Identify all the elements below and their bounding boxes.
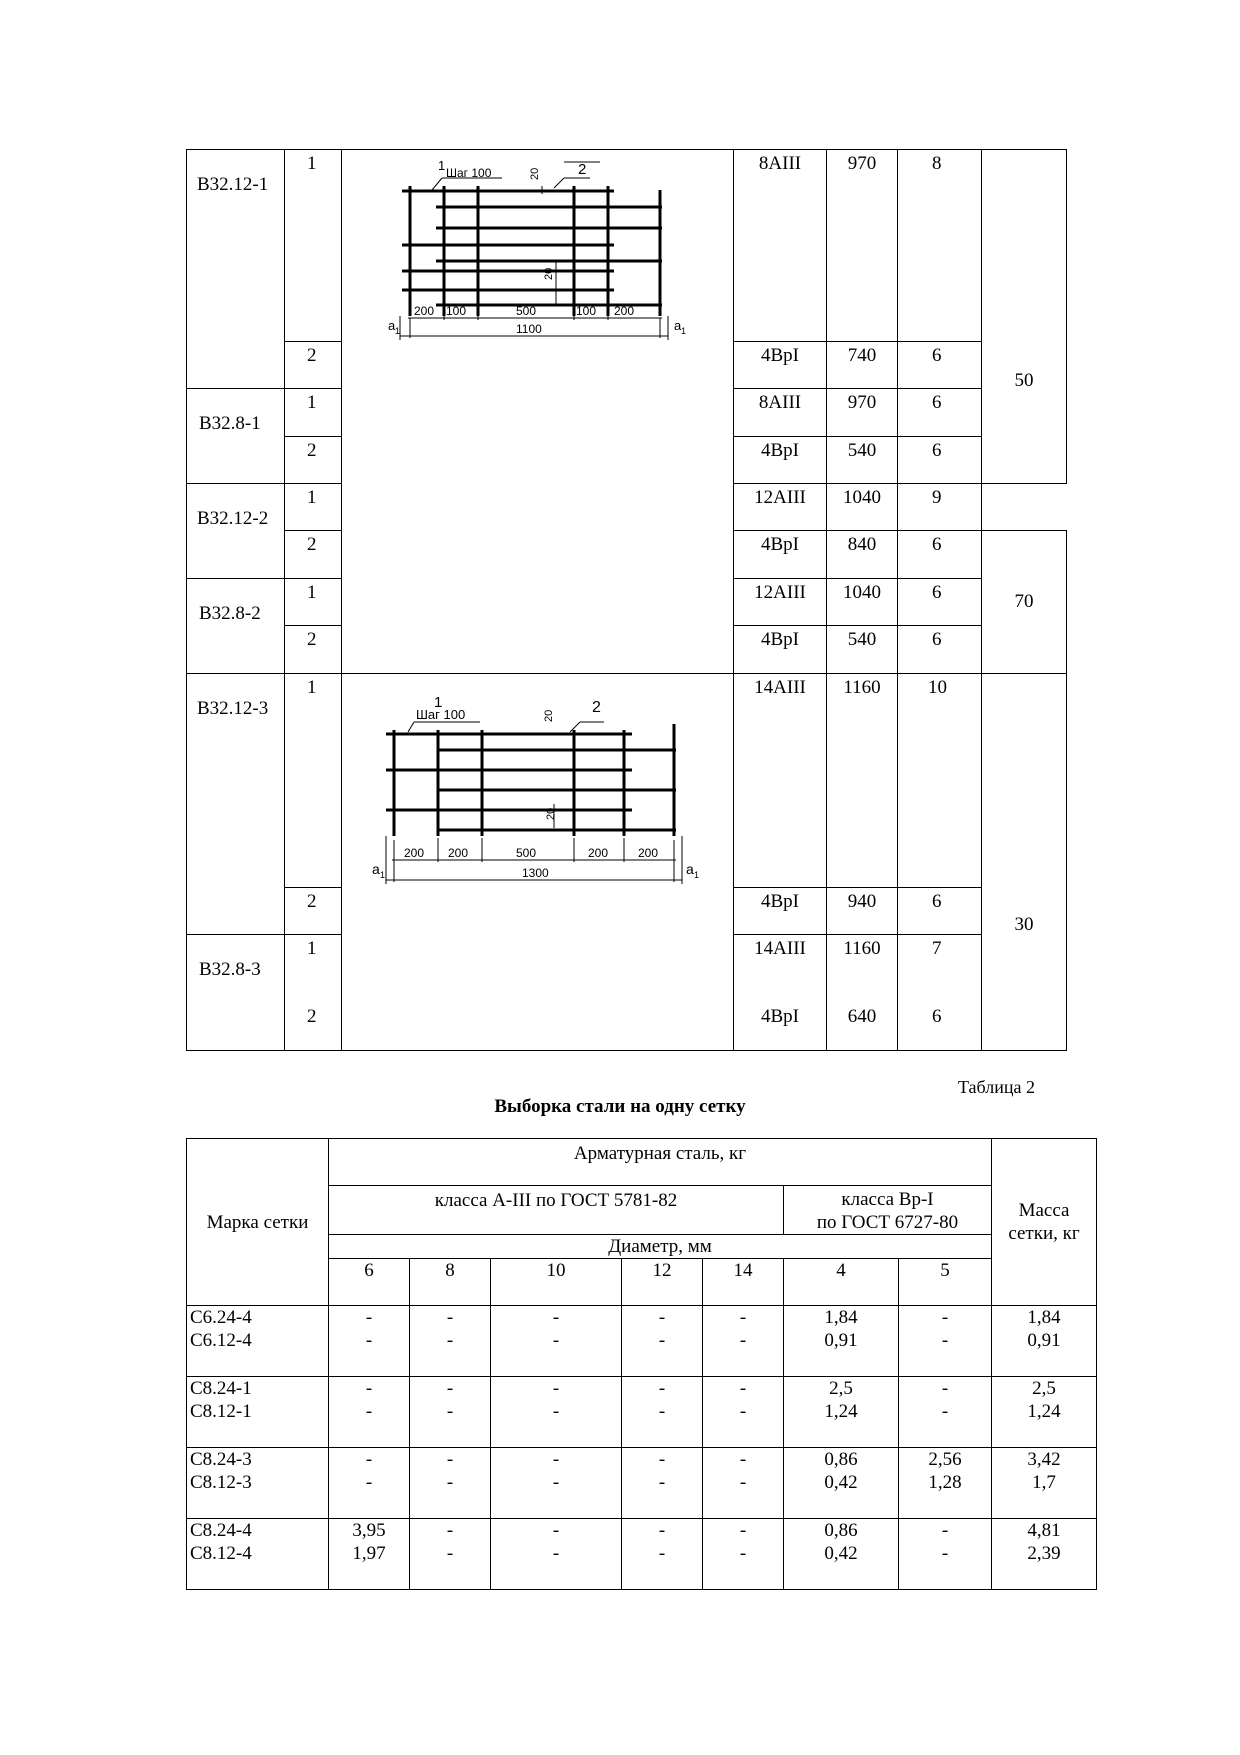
- bar-count: 6: [898, 437, 982, 484]
- steel-mass-value: -: [941, 1378, 949, 1399]
- position-number: 1: [285, 484, 342, 531]
- mesh-mark: С8.12-3: [190, 1472, 252, 1493]
- steel-mass-value: -: [552, 1378, 560, 1399]
- steel-mass-value: -: [365, 1307, 373, 1328]
- steel-mass-cell: [329, 1306, 410, 1377]
- steel-mass-value: -: [941, 1520, 949, 1541]
- header-class-bp1-line2: по ГОСТ 6727-80: [816, 1212, 959, 1233]
- steel-class: 12АIII: [734, 579, 827, 626]
- mesh-drawing-2: [342, 674, 734, 894]
- position-number: 1: [285, 579, 342, 626]
- steel-mass-value: -: [658, 1330, 666, 1351]
- bar-count: 10: [898, 674, 982, 888]
- bar-count: 6: [898, 531, 982, 579]
- steel-class: 4ВрI: [734, 437, 827, 484]
- bar-length: 540: [827, 626, 898, 674]
- header-reinforcing-steel: Арматурная сталь, кг: [329, 1139, 992, 1186]
- steel-class: 8АIII: [734, 389, 827, 437]
- steel-mass-cell: [410, 1306, 491, 1377]
- steel-mass-cell: [899, 1519, 992, 1590]
- steel-mass-cell: [410, 1377, 491, 1448]
- bar-length: 740: [827, 342, 898, 389]
- mesh-mark: В32.8-1: [187, 389, 285, 484]
- steel-class: 8АIII: [734, 150, 827, 342]
- mesh-mass-value: 1,24: [1027, 1401, 1061, 1422]
- bar-count: 8: [898, 150, 982, 342]
- header-mesh-mass: [992, 1139, 1097, 1306]
- steel-mass-value: -: [446, 1401, 454, 1422]
- header-class-a3: класса А-III по ГОСТ 5781-82: [329, 1186, 784, 1235]
- mesh-drawing-cell: [342, 150, 734, 674]
- position-number: 2: [285, 531, 342, 579]
- steel-mass-cell: [329, 1519, 410, 1590]
- bar-count: 6: [898, 389, 982, 437]
- steel-mass-cell: [410, 1448, 491, 1519]
- steel-mass-value: 0,42: [824, 1472, 858, 1493]
- total-length: 1100: [516, 322, 542, 336]
- steel-mass-value: -: [739, 1401, 747, 1422]
- dimension-20-top: 20: [543, 709, 555, 722]
- mesh-drawing-1: [342, 150, 734, 350]
- steel-mass-cell: [622, 1306, 703, 1377]
- steel-mass-cell: [622, 1448, 703, 1519]
- bar-count: 6: [898, 1003, 982, 1051]
- steel-mass-cell: [899, 1377, 992, 1448]
- mesh-mass-value: 0,91: [1027, 1330, 1061, 1351]
- steel-class: 4ВрI: [734, 1003, 827, 1051]
- steel-mass-cell: [622, 1377, 703, 1448]
- mesh-mass-value: 1,7: [1032, 1472, 1056, 1493]
- diameter-14: 14: [703, 1259, 784, 1306]
- steel-mass-value: 1,24: [824, 1401, 858, 1422]
- steel-mass-value: -: [365, 1330, 373, 1351]
- mesh-mark: В32.12-3: [187, 674, 285, 935]
- mesh-mass-group: 50: [982, 150, 1067, 484]
- mesh-mark: С6.24-4: [190, 1307, 252, 1328]
- diameter-10: 10: [491, 1259, 622, 1306]
- steel-class: 4ВрI: [734, 626, 827, 674]
- steel-mass-value: -: [365, 1449, 373, 1470]
- bar-step-label: Шаг 100: [416, 707, 466, 722]
- steel-mass-value: -: [446, 1543, 454, 1564]
- dimension-value: 200: [614, 304, 635, 318]
- mesh-mark: В32.12-1: [187, 150, 285, 389]
- mesh-mass-cell: [992, 1519, 1097, 1590]
- mesh-mass-cell: [992, 1306, 1097, 1377]
- steel-mass-value: -: [739, 1472, 747, 1493]
- steel-mass-value: 0,86: [824, 1449, 858, 1470]
- steel-mass-cell: [784, 1448, 899, 1519]
- mesh-mark: В32.12-2: [187, 484, 285, 579]
- steel-mass-value: -: [941, 1543, 949, 1564]
- steel-mass-value: -: [446, 1330, 454, 1351]
- cover-left-sub: 1: [380, 870, 386, 880]
- mesh-mark: В32.8-2: [187, 579, 285, 674]
- position-number: 1: [285, 935, 342, 1003]
- steel-mass-value: -: [739, 1449, 747, 1470]
- steel-mass-value: -: [365, 1472, 373, 1493]
- mesh-mass-value: 2,5: [1032, 1378, 1056, 1399]
- bar-length: 640: [827, 1003, 898, 1051]
- total-length: 1300: [522, 866, 549, 880]
- steel-mass-value: -: [658, 1449, 666, 1470]
- cover-right-sub: 1: [681, 326, 687, 336]
- steel-class: 14АIII: [734, 935, 827, 1003]
- bar-length: 540: [827, 437, 898, 484]
- steel-mass-value: -: [365, 1378, 373, 1399]
- steel-mass-cell: [491, 1448, 622, 1519]
- steel-class: 4ВрI: [734, 342, 827, 389]
- cover-left: a: [372, 861, 380, 877]
- position-number: 2: [285, 626, 342, 674]
- steel-mass-value: -: [941, 1401, 949, 1422]
- mesh-mark: С8.24-3: [190, 1449, 252, 1470]
- bar-length: 940: [827, 888, 898, 935]
- steel-class: 14АIII: [734, 674, 827, 888]
- callout-2: 2: [578, 161, 587, 178]
- header-mesh-mark: Марка сетки: [187, 1139, 329, 1306]
- dimension-value: 100: [446, 304, 467, 318]
- mesh-spec-table: [186, 149, 1067, 1051]
- callout-1: 1: [438, 158, 446, 173]
- mesh-mark: С8.24-4: [190, 1520, 252, 1541]
- mesh-mass-cell: [992, 1377, 1097, 1448]
- steel-mass-cell: [491, 1306, 622, 1377]
- mesh-mark: С8.12-4: [190, 1543, 252, 1564]
- steel-mass-cell: [703, 1377, 784, 1448]
- mesh-mark: С8.12-1: [190, 1401, 252, 1422]
- dimension-20-bottom: 20: [543, 267, 555, 280]
- steel-mass-value: -: [552, 1307, 560, 1328]
- mesh-mark: В32.8-3: [187, 935, 285, 1051]
- dimension-value: 200: [588, 846, 609, 860]
- steel-mass-value: 0,86: [824, 1520, 858, 1541]
- steel-class: 4ВрI: [734, 531, 827, 579]
- mesh-mass-value: 1,84: [1027, 1307, 1061, 1328]
- steel-mass-cell: [491, 1377, 622, 1448]
- steel-mass-cell: [622, 1519, 703, 1590]
- bar-count: 6: [898, 342, 982, 389]
- mesh-mark-cell: [187, 1377, 329, 1448]
- diameter-5: 5: [899, 1259, 992, 1306]
- cover-left-sub: 1: [395, 326, 401, 336]
- steel-mass-value: -: [658, 1472, 666, 1493]
- position-number: 1: [285, 389, 342, 437]
- steel-mass-value: -: [552, 1520, 560, 1541]
- steel-mass-value: -: [739, 1307, 747, 1328]
- steel-mass-value: -: [658, 1378, 666, 1399]
- steel-mass-cell: [703, 1306, 784, 1377]
- diameter-6: 6: [329, 1259, 410, 1306]
- table-row: [187, 1448, 1097, 1519]
- mesh-mark-cell: [187, 1448, 329, 1519]
- steel-mass-value: 0,91: [824, 1330, 858, 1351]
- bar-count: 6: [898, 626, 982, 674]
- steel-mass-value: -: [446, 1520, 454, 1541]
- steel-mass-value: -: [446, 1307, 454, 1328]
- steel-mass-cell: [703, 1448, 784, 1519]
- steel-mass-value: -: [552, 1330, 560, 1351]
- bar-length: 970: [827, 150, 898, 342]
- diameter-12: 12: [622, 1259, 703, 1306]
- callout-2: 2: [592, 699, 601, 716]
- steel-mass-cell: [491, 1519, 622, 1590]
- mesh-mass-group: 30: [982, 674, 1067, 1051]
- callout-1: 1: [434, 694, 443, 711]
- bar-count: 6: [898, 888, 982, 935]
- bar-length: 1040: [827, 579, 898, 626]
- steel-mass-value: -: [552, 1472, 560, 1493]
- steel-mass-value: -: [739, 1520, 747, 1541]
- bar-count: 9: [898, 484, 982, 531]
- position-number: 2: [285, 342, 342, 389]
- steel-mass-value: 3,95: [352, 1520, 386, 1541]
- mesh-mark: С6.12-4: [190, 1330, 252, 1351]
- mesh-mass-value: 2,39: [1027, 1543, 1061, 1564]
- table-row: [187, 1306, 1097, 1377]
- mesh-mass-cell: [992, 1448, 1097, 1519]
- steel-mass-value: -: [552, 1401, 560, 1422]
- bar-length: 1160: [827, 674, 898, 888]
- steel-mass-value: -: [658, 1520, 666, 1541]
- steel-mass-cell: [329, 1448, 410, 1519]
- header-mass-line1: Масса: [1018, 1200, 1070, 1221]
- steel-mass-value: -: [739, 1330, 747, 1351]
- dimension-value: 500: [516, 304, 537, 318]
- steel-mass-value: -: [739, 1543, 747, 1564]
- steel-mass-value: -: [446, 1472, 454, 1493]
- steel-mass-value: -: [365, 1401, 373, 1422]
- steel-selection-table: [186, 1138, 1097, 1590]
- steel-mass-value: -: [446, 1378, 454, 1399]
- bar-length: 970: [827, 389, 898, 437]
- position-number: 2: [285, 1003, 342, 1051]
- bar-count: 6: [898, 579, 982, 626]
- dimension-value: 200: [638, 846, 659, 860]
- bar-length: 1040: [827, 484, 898, 531]
- table-row: [187, 1377, 1097, 1448]
- steel-mass-value: -: [941, 1307, 949, 1328]
- position-number: 1: [285, 150, 342, 342]
- header-class-bp1-line1: класса Вр-I: [841, 1189, 934, 1210]
- bar-step-label: Шаг 100: [446, 166, 492, 180]
- steel-mass-value: 1,97: [352, 1543, 386, 1564]
- steel-class: 12АIII: [734, 484, 827, 531]
- steel-mass-value: 2,5: [829, 1378, 853, 1399]
- steel-mass-cell: [899, 1448, 992, 1519]
- table-title: Выборка стали на одну сетку: [494, 1096, 746, 1117]
- bar-count: 7: [898, 935, 982, 1003]
- header-class-bp1: [784, 1186, 992, 1235]
- mesh-mark: С8.24-1: [190, 1378, 252, 1399]
- mesh-mass-value: 3,42: [1027, 1449, 1061, 1470]
- mesh-mass-group: 70: [982, 531, 1067, 674]
- bar-length: 840: [827, 531, 898, 579]
- table-number: Таблица 2: [958, 1077, 1035, 1097]
- header-diameter: Диаметр, мм: [329, 1235, 992, 1259]
- steel-mass-value: -: [446, 1449, 454, 1470]
- header-mass-line2: сетки, кг: [1008, 1223, 1080, 1244]
- dimension-value: 200: [448, 846, 469, 860]
- cover-right: a: [686, 861, 694, 877]
- cover-right: a: [674, 318, 682, 333]
- position-number: 2: [285, 437, 342, 484]
- steel-mass-cell: [703, 1519, 784, 1590]
- steel-mass-value: 0,42: [824, 1543, 858, 1564]
- mesh-mark-cell: [187, 1306, 329, 1377]
- steel-class: 4ВрI: [734, 888, 827, 935]
- cover-left: a: [388, 318, 396, 333]
- steel-mass-value: -: [739, 1378, 747, 1399]
- steel-mass-value: 2,56: [928, 1449, 962, 1470]
- dimension-value: 500: [516, 846, 537, 860]
- position-number: 1: [285, 674, 342, 888]
- steel-mass-cell: [784, 1306, 899, 1377]
- mesh-mark-cell: [187, 1519, 329, 1590]
- steel-mass-value: -: [552, 1449, 560, 1470]
- steel-mass-value: 1,84: [824, 1307, 858, 1328]
- steel-mass-value: 1,28: [928, 1472, 962, 1493]
- steel-mass-cell: [784, 1519, 899, 1590]
- dimension-value: 200: [414, 304, 435, 318]
- steel-mass-value: -: [941, 1330, 949, 1351]
- table-row: [187, 1519, 1097, 1590]
- steel-mass-cell: [329, 1377, 410, 1448]
- diameter-8: 8: [410, 1259, 491, 1306]
- mesh-drawing-cell: [342, 674, 734, 1051]
- steel-mass-cell: [784, 1377, 899, 1448]
- dimension-value: 100: [576, 304, 597, 318]
- dimension-value: 200: [404, 846, 425, 860]
- cover-right-sub: 1: [694, 870, 700, 880]
- diameter-4: 4: [784, 1259, 899, 1306]
- mesh-mass-value: 4,81: [1027, 1520, 1061, 1541]
- steel-mass-value: -: [658, 1307, 666, 1328]
- steel-mass-value: -: [658, 1543, 666, 1564]
- position-number: 2: [285, 888, 342, 935]
- steel-mass-value: -: [552, 1543, 560, 1564]
- steel-mass-cell: [410, 1519, 491, 1590]
- steel-mass-cell: [899, 1306, 992, 1377]
- bar-length: 1160: [827, 935, 898, 1003]
- dimension-20-bottom: 20: [545, 807, 557, 820]
- dimension-20-top: 20: [529, 167, 541, 180]
- steel-mass-value: -: [658, 1401, 666, 1422]
